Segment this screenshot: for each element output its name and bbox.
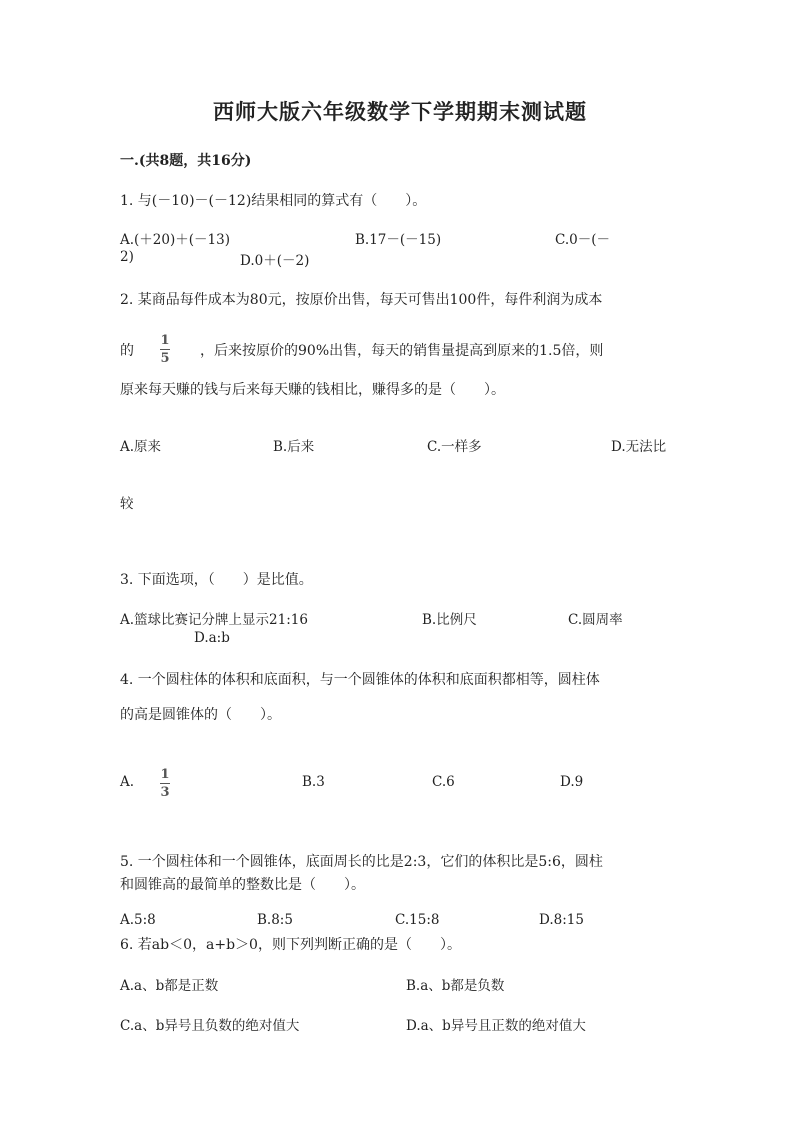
q5-option-d: D.8:15 bbox=[539, 912, 584, 928]
q5-option-b: B.8:5 bbox=[257, 912, 293, 928]
q3-option-d: D.a:b bbox=[194, 630, 230, 646]
q6-option-a: A.a、b都是正数 bbox=[120, 978, 219, 994]
fraction-one-fifth bbox=[160, 333, 170, 366]
q2-option-d-continued: 较 bbox=[120, 496, 134, 512]
q6-option-b: B.a、b都是负数 bbox=[406, 978, 505, 994]
question-2-line-2-end: ，后来按原价的90%出售，每天的销售量提高到原来的1.5倍，则 bbox=[200, 343, 604, 359]
q4-option-d: D.9 bbox=[560, 774, 584, 790]
q5-option-a: A.5:8 bbox=[120, 912, 156, 928]
section-heading: 一.(共8题，共16分) bbox=[120, 153, 252, 169]
q4-option-b: B.3 bbox=[302, 774, 325, 790]
q1-option-c: C.0－(－ bbox=[555, 232, 610, 248]
fraction-denominator: 5 bbox=[160, 351, 170, 366]
page-title: 西师大版六年级数学下学期期末测试题 bbox=[213, 99, 587, 124]
q2-option-c: C.一样多 bbox=[427, 439, 482, 455]
fraction-one-third bbox=[160, 767, 170, 800]
question-6-stem: 6. 若ab＜0，a+b＞0，则下列判断正确的是（ ）。 bbox=[120, 937, 461, 953]
fraction-numerator: 1 bbox=[160, 333, 170, 348]
fraction-denominator: 3 bbox=[160, 785, 170, 800]
question-5-line-2: 和圆锥高的最简单的整数比是（ ）。 bbox=[120, 877, 365, 893]
q5-option-c: C.15:8 bbox=[395, 912, 440, 928]
q3-option-c: C.圆周率 bbox=[568, 612, 623, 628]
fraction-bar bbox=[160, 783, 170, 784]
q1-option-a: A.(＋20)＋(－13) bbox=[120, 232, 230, 248]
q2-option-d: D.无法比 bbox=[611, 439, 667, 455]
question-4-line-2: 的高是圆锥体的（ ）。 bbox=[120, 707, 281, 723]
q1-option-c-continued: 2) bbox=[120, 249, 134, 265]
question-1-stem: 1. 与(－10)－(－12)结果相同的算式有（ ）。 bbox=[120, 193, 427, 209]
q3-option-b: B.比例尺 bbox=[422, 612, 477, 628]
q4-option-a: A. bbox=[120, 774, 135, 790]
question-2-line-2-start: 的 bbox=[120, 343, 134, 359]
question-4-line-1: 4. 一个圆柱体的体积和底面积，与一个圆锥体的体积和底面积都相等，圆柱体 bbox=[120, 672, 600, 688]
q1-option-d: D.0＋(－2) bbox=[240, 253, 310, 269]
q6-option-d: D.a、b异号且正数的绝对值大 bbox=[406, 1018, 586, 1034]
fraction-numerator: 1 bbox=[160, 767, 170, 782]
q6-option-c: C.a、b异号且负数的绝对值大 bbox=[120, 1018, 300, 1034]
q2-option-b: B.后来 bbox=[273, 439, 315, 455]
q2-option-a: A.原来 bbox=[120, 439, 162, 455]
question-5-line-1: 5. 一个圆柱体和一个圆锥体，底面周长的比是2:3，它们的体积比是5:6，圆柱 bbox=[120, 854, 603, 870]
fraction-bar bbox=[160, 349, 170, 350]
question-2-line-3: 原来每天赚的钱与后来每天赚的钱相比，赚得多的是（ ）。 bbox=[120, 382, 505, 398]
question-2-line-1: 2. 某商品每件成本为80元，按原价出售，每天可售出100件，每件利润为成本 bbox=[120, 292, 603, 308]
question-3-stem: 3. 下面选项，（ ）是比值。 bbox=[120, 572, 313, 588]
q1-option-b: B.17－(－15) bbox=[355, 232, 442, 248]
q4-option-c: C.6 bbox=[432, 774, 455, 790]
q3-option-a: A.篮球比赛记分牌上显示21:16 bbox=[120, 612, 308, 628]
